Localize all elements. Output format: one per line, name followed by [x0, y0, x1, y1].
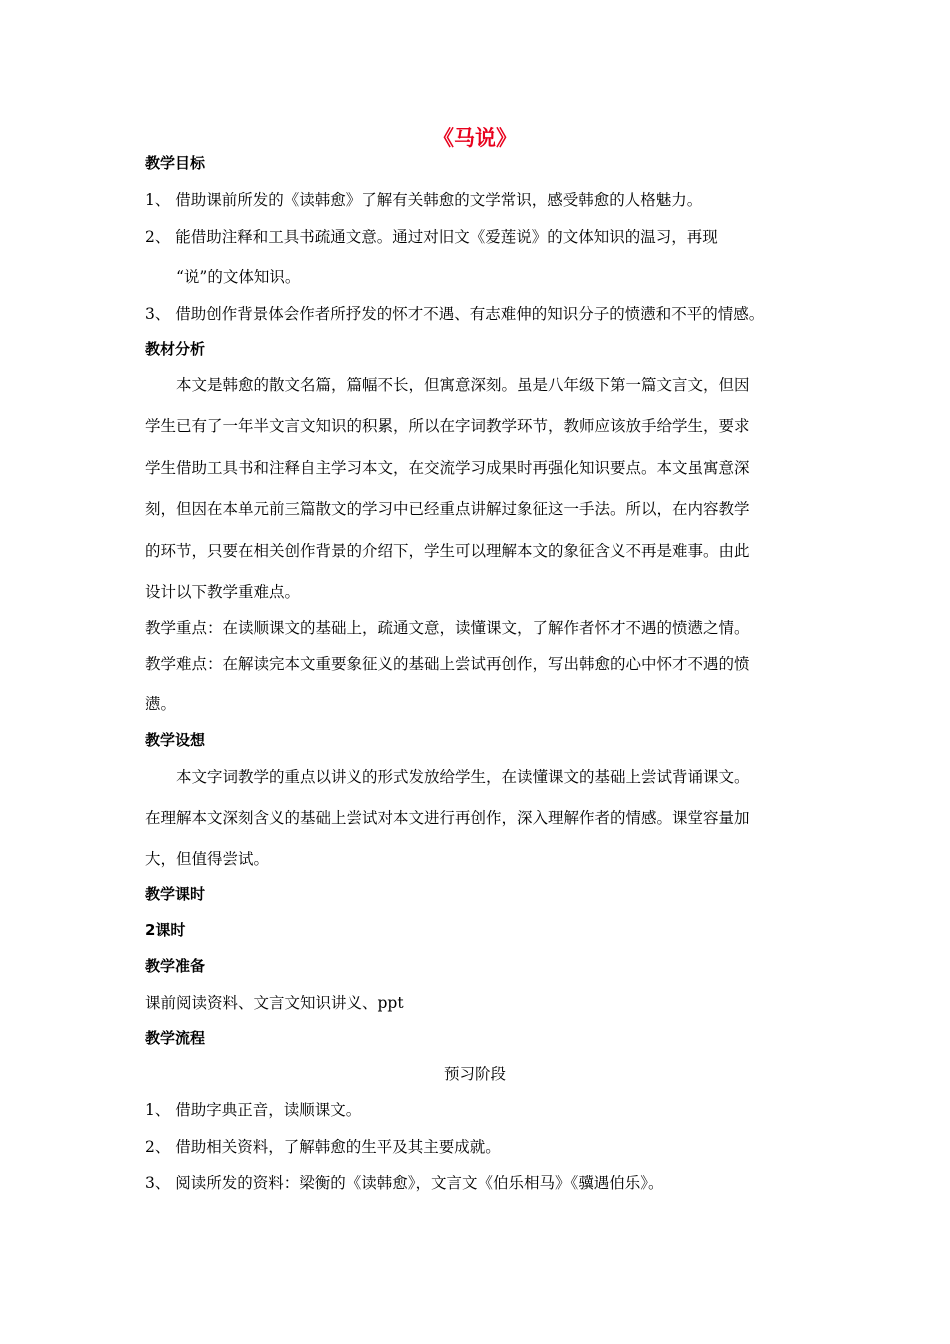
hours-heading: 教学课时	[145, 885, 206, 903]
analysis-heading: 教材分析	[145, 340, 206, 358]
design-paragraph-line: 在理解本文深刻含义的基础上尝试对本文进行再创作，深入理解作者的情感。课堂容量加	[145, 809, 750, 827]
goal-item-continuation: “说”的文体知识。	[176, 268, 301, 286]
analysis-paragraph-line: 设计以下教学重难点。	[145, 583, 301, 601]
prep-value: 课前阅读资料、文言文知识讲义、ppt	[145, 994, 404, 1012]
difficulty-line: 教学难点：在解读完本文重要象征义的基础上尝试再创作，写出韩愈的心中怀才不遇的愤	[145, 655, 750, 673]
analysis-paragraph-line: 刻，但因在本单元前三篇散文的学习中已经重点讲解过象征这一手法。所以，在内容教学	[145, 500, 750, 518]
analysis-paragraph-line: 本文是韩愈的散文名篇，篇幅不长，但寓意深刻。虽是八年级下第一篇文言文，但因	[176, 376, 750, 394]
design-heading: 教学设想	[145, 731, 206, 749]
design-paragraph-line: 大，但值得尝试。	[145, 850, 270, 868]
design-paragraph-line: 本文字词教学的重点以讲义的形式发放给学生，在读懂课文的基础上尝试背诵课文。	[176, 768, 750, 786]
goal-item: 3、 借助创作背景体会作者所抒发的怀才不遇、有志难伸的知识分子的愤懑和不平的情感。	[145, 305, 765, 323]
analysis-paragraph-line: 的环节，只要在相关创作背景的介绍下，学生可以理解本文的象征含义不再是难事。由此	[145, 542, 750, 560]
analysis-paragraph-line: 学生已有了一年半文言文知识的积累，所以在字词教学环节，教师应该放手给学生，要求	[145, 417, 750, 435]
difficulty-line: 懑。	[145, 695, 177, 713]
flow-item: 3、 阅读所发的资料：梁衡的《读韩愈》，文言文《伯乐相马》《骥遇伯乐》。	[145, 1174, 664, 1192]
flow-item: 1、 借助字典正音，读顺课文。	[145, 1101, 362, 1119]
stage-title: 预习阶段	[443, 1065, 506, 1083]
goal-item: 1、 借助课前所发的《读韩愈》了解有关韩愈的文学常识，感受韩愈的人格魅力。	[145, 191, 703, 209]
goals-heading: 教学目标	[145, 154, 206, 172]
document-title: 《马说》	[433, 126, 517, 150]
flow-item: 2、 借助相关资料，了解韩愈的生平及其主要成就。	[145, 1138, 501, 1156]
flow-heading: 教学流程	[145, 1029, 206, 1047]
key-point: 教学重点：在读顺课文的基础上，疏通文意，读懂课文，了解作者怀才不遇的愤懑之情。	[145, 619, 750, 637]
hours-value: 2课时	[145, 921, 186, 939]
goal-item: 2、 能借助注释和工具书疏通文意。通过对旧文《爱莲说》的文体知识的温习，再现	[145, 228, 718, 246]
analysis-paragraph-line: 学生借助工具书和注释自主学习本文，在交流学习成果时再强化知识要点。本文虽寓意深	[145, 459, 750, 477]
prep-heading: 教学准备	[145, 957, 206, 975]
